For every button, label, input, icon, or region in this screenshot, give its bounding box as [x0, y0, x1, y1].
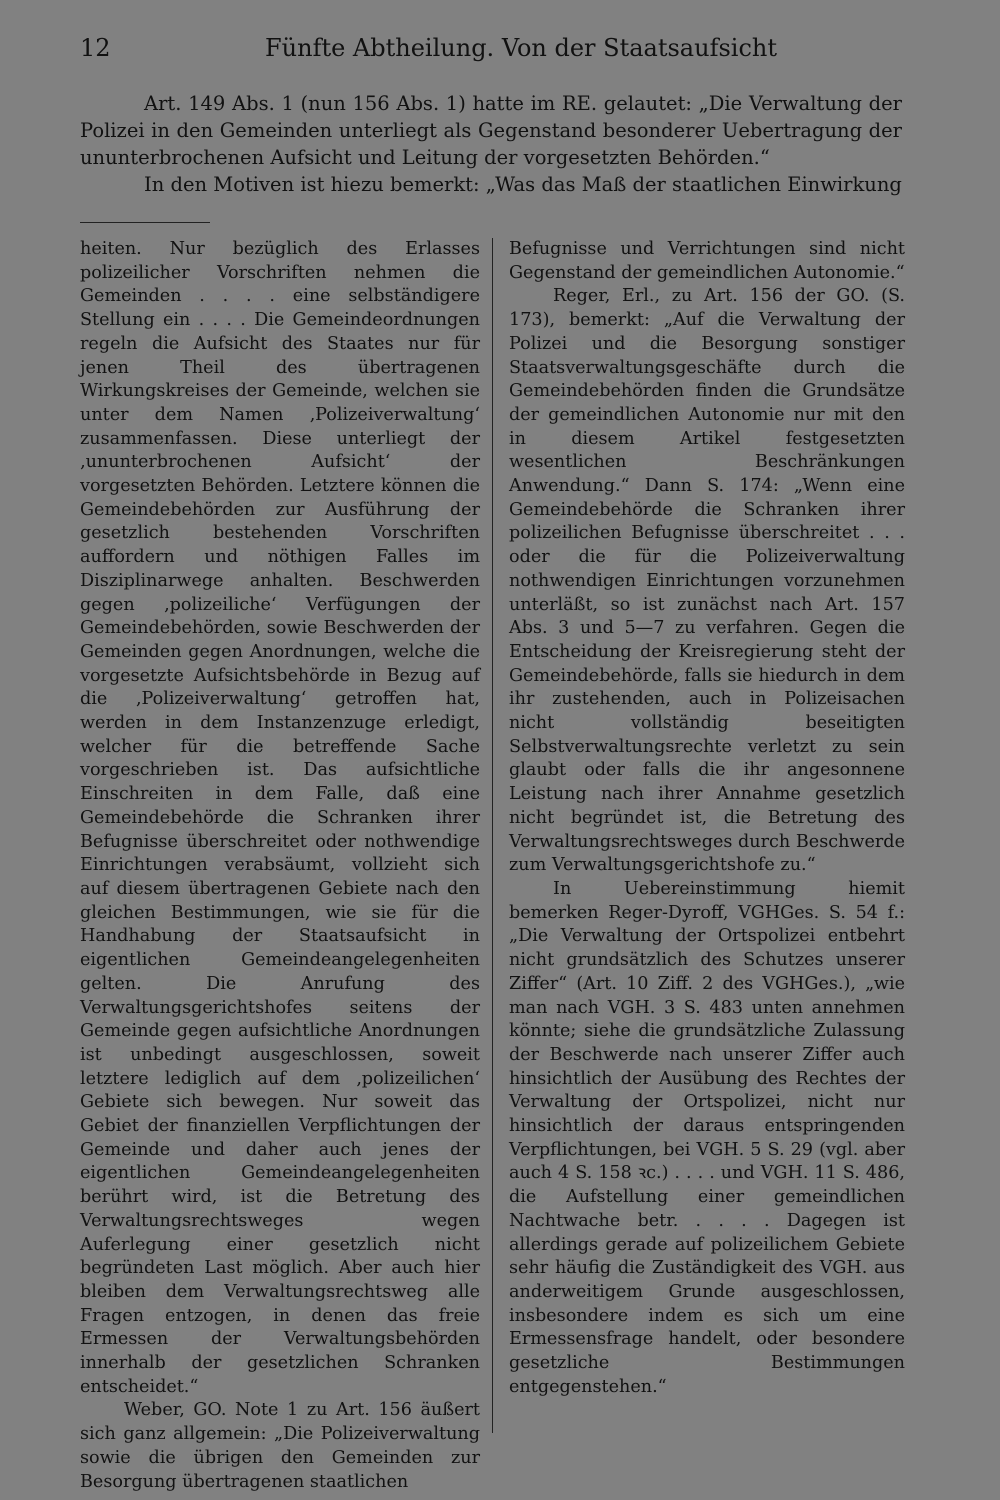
footnote-paragraph: In Uebereinstimmung hiemit bemerken Reger-Dyroff, VGHGes. S. 54 f.: „Die Verwaltung der Ortspolizei entbehrt nicht grundsätzlich des Schutzes unserer Ziffer“ (Art. 10 Ziff. 2 des VGHGes.), „wie man nach VGH. 3 S. 483 unten annehmen könnte; siehe die grundsätzliche Zulassung der Beschwerde nach unserer Ziffer auch hinsichtlich der Ausübung des Rechtes der Verwaltung der Ortspolizei, nicht nur hinsichtlich der daraus entspringenden Verpflichtungen, bei VGH. 5 S. 29 (vgl. aber auch 4 S. 158 ꝛc.) . . . . und VGH. 11 S. 486, die Aufstellung einer gemeindlichen Nachtwache betr. . . . . Dagegen ist allerdings gerade auf polizeilichem Gebiete sehr häufig die Zuständigkeit des VGH. aus anderweitigem Grunde ausgeschlossen, insbesondere indem es sich um eine Ermessensfrage handelt, oder besondere gesetzliche Bestimmungen entgegenstehen.“: [509, 878, 905, 1397]
intro-paragraph: Art. 149 Abs. 1 (nun 156 Abs. 1) hatte im RE. gelautet: „Die Verwaltung der Polizei in den Gemeinden unterliegt als Gegenstand besonderer Uebertragung der ununterbrochenen Aufsicht und Leitung der vorgesetzten Behörden.“: [80, 92, 902, 169]
footnote-rule: [80, 222, 210, 223]
intro-text: [80, 90, 902, 198]
intro-paragraph: In den Motiven ist hiezu bemerkt: „Was das Maß der staatlichen Einwirkung: [144, 173, 902, 196]
page-number: 12: [80, 34, 111, 62]
footnote-paragraph: Reger, Erl., zu Art. 156 der GO. (S. 173), bemerkt: „Auf die Verwaltung der Polizei und die Besorgung sonstiger Staatsverwaltungsgeschäfte durch die Gemeindebehörden finden die Grundsätze der gemeindlichen Autonomie nur mit den in diesem Artikel festgesetzten wesentlichen Beschränkungen Anwendung.“ Dann S. 174: „Wenn eine Gemeindebehörde die Schranken ihrer polizeilichen Befugnisse überschreitet . . . oder die für die Polizeiverwaltung nothwendigen Einrichtungen vorzunehmen unterläßt, so ist zunächst nach Art. 157 Abs. 3 und 5—7 zu verfahren. Gegen die Entscheidung der Kreisregierung steht der Gemeindebehörde, falls sie hiedurch in dem ihr zustehenden, auch in Polizeisachen nicht vollständig beseitigten Selbstverwaltungsrechte verletzt zu sein glaubt oder falls die ihr angesonnene Leistung nach ihrer Annahme gesetzlich nicht begründet ist, die Betretung des Verwaltungsrechtsweges durch Beschwerde zum Verwaltungsgerichtshofe zu.“: [509, 286, 905, 876]
column-divider: [492, 238, 493, 1433]
footnote-paragraph: Weber, GO. Note 1 zu Art. 156 äußert sich ganz allgemein: „Die Polizeiverwaltung sowie die übrigen den Gemeinden zur Besorgung übertragenen staatlichen: [80, 1400, 480, 1492]
footnote-right-column: [509, 238, 905, 1399]
page-header: [80, 34, 902, 70]
footnote-left-column: [80, 238, 480, 1494]
footnote-paragraph: Befugnisse und Verrichtungen sind nicht Gegenstand der gemeindlichen Autonomie.“: [509, 239, 905, 283]
running-title: Fünfte Abtheilung. Von der Staatsaufsicht: [265, 34, 777, 62]
footnote-paragraph: heiten. Nur bezüglich des Erlasses polizeilicher Vorschriften nehmen die Gemeinden . . . . eine selbständigere Stellung ein . . . . Die Gemeindeordnungen regeln die Aufsicht des Staates nur für jenen Theil des übertragenen Wirkungskreises der Gemeinde, welchen sie unter dem Namen ‚Polizeiverwaltung‘ zusammenfassen. Diese unterliegt der ‚ununterbrochenen Aufsicht‘ der vorgesetzten Behörden. Letztere können die Gemeindebehörden zur Ausführung der gesetzlich bestehenden Vorschriften auffordern und nöthigen Falles im Disziplinarwege anhalten. Beschwerden gegen ‚polizeiliche‘ Verfügungen der Gemeindebehörden, sowie Beschwerden der Gemeinden gegen Anordnungen, welche die vorgesetzte Aufsichtsbehörde in Bezug auf die ‚Polizeiverwaltung‘ getroffen hat, werden in dem Instanzenzuge erledigt, welcher für die betreffende Sache vorgeschrieben ist. Das aufsichtliche Einschreiten in dem Falle, daß eine Gemeindebehörde die Schranken ihrer Befugnisse überschreitet oder nothwendige Einrichtungen verabsäumt, vollzieht sich auf diesem übertragenen Gebiete nach den gleichen Bestimmungen, wie sie für die Handhabung der Staatsaufsicht in eigentlichen Gemeindeangelegenheiten gelten. Die Anrufung des Verwaltungsgerichtshofes seitens der Gemeinde gegen aufsichtliche Anordnungen ist unbedingt ausgeschlossen, soweit letztere lediglich auf dem ‚polizeilichen‘ Gebiete sich bewegen. Nur soweit das Gebiet der finanziellen Verpflichtungen der Gemeinde und daher auch jenes der eigentlichen Gemeindeangelegenheiten berührt wird, ist die Betretung des Verwaltungsrechtsweges wegen Auferlegung einer gesetzlich nicht begründeten Last möglich. Aber auch hier bleiben dem Verwaltungsrechtsweg alle Fragen entzogen, in denen das freie Ermessen der Verwaltungsbehörden innerhalb der gesetzlichen Schranken entscheidet.“: [80, 239, 480, 1397]
